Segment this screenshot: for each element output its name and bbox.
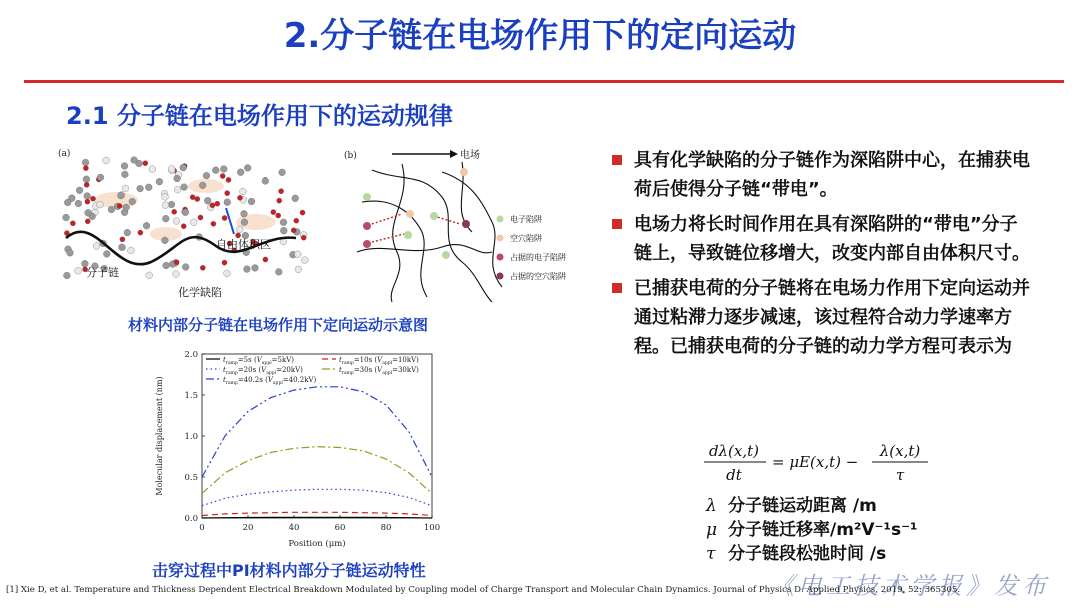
- atom: [204, 197, 211, 204]
- bullet-list: [612, 146, 1032, 367]
- atom: [300, 210, 305, 215]
- free-volume-pointer: [226, 208, 234, 234]
- title-divider: [24, 80, 1064, 83]
- atom: [181, 224, 186, 229]
- eq-rhs-denominator: τ: [895, 466, 905, 484]
- atom: [131, 157, 138, 164]
- atom: [275, 269, 282, 276]
- atom: [168, 166, 175, 173]
- y-tick-label: 2.0: [184, 350, 198, 360]
- atom: [64, 272, 71, 279]
- atom: [97, 174, 104, 181]
- legend-item: 占据的空穴陷阱: [510, 272, 566, 281]
- atom: [84, 182, 89, 187]
- atom: [240, 188, 247, 195]
- atom: [211, 221, 216, 226]
- bullet-square-icon: [612, 283, 622, 293]
- legend-item: 占据的电子陷阱: [510, 253, 566, 262]
- atom: [85, 219, 90, 224]
- x-tick-label: 60: [334, 523, 346, 533]
- atom: [241, 219, 248, 226]
- atom: [199, 182, 206, 189]
- atom: [212, 167, 219, 174]
- plot-frame: [202, 354, 432, 518]
- atom: [280, 219, 287, 226]
- atom: [64, 199, 71, 206]
- atom: [146, 272, 153, 279]
- atom: [174, 186, 181, 193]
- atom: [220, 173, 225, 178]
- atom: [295, 266, 302, 273]
- atom: [244, 165, 251, 172]
- atom: [97, 201, 104, 208]
- panel-b-label: (b): [344, 151, 357, 161]
- atom: [137, 185, 144, 192]
- atom: [262, 178, 269, 185]
- atom: [237, 195, 242, 200]
- symbol-row: [706, 542, 917, 566]
- atom: [252, 265, 259, 272]
- bullet-item: [612, 210, 1032, 268]
- y-tick-label: 0.5: [184, 473, 198, 483]
- y-tick-label: 0.0: [184, 514, 198, 524]
- atom: [85, 209, 92, 216]
- x-tick-label: 100: [423, 523, 441, 533]
- atom: [162, 194, 169, 201]
- atom: [226, 177, 231, 182]
- atom: [70, 221, 75, 226]
- atom: [225, 191, 230, 196]
- bullet-square-icon: [612, 155, 622, 165]
- atom: [143, 161, 148, 166]
- atom: [122, 185, 129, 192]
- atom: [122, 171, 129, 178]
- bullet-text: 电场力将长时间作用在具有深陷阱的“带电”分子链上，导致链位移增大，改变内部自由体积尺寸。: [634, 214, 1030, 264]
- atom: [182, 209, 189, 216]
- atom: [103, 157, 110, 164]
- atom: [67, 249, 74, 256]
- atom: [90, 196, 95, 201]
- atom: [129, 198, 136, 205]
- series-line: [202, 447, 432, 494]
- symbol-glyph: μ: [706, 520, 718, 540]
- legend-label: $t_{ramp}=20s$ $(V_{appl}=20kV)$: [223, 366, 303, 376]
- atom: [162, 202, 169, 209]
- atom: [75, 267, 82, 274]
- symbol-row: [706, 494, 917, 518]
- bullet-item: [612, 146, 1032, 204]
- atom: [173, 218, 180, 225]
- series-line: [202, 512, 432, 515]
- trap-arrows: [372, 214, 460, 242]
- symbol-text: 分子链迁移率/m²V⁻¹s⁻¹: [728, 520, 918, 540]
- figure2-caption: 击穿过程中PI材料内部分子链运动特性: [152, 561, 426, 580]
- atom: [85, 199, 90, 204]
- kinetic-equation: [700, 434, 940, 494]
- atom: [128, 247, 135, 254]
- label-defect: 化学缺陷: [178, 286, 222, 299]
- atom: [292, 195, 299, 202]
- atom: [215, 201, 220, 206]
- atom: [145, 184, 152, 191]
- atom: [190, 195, 195, 200]
- atom: [76, 187, 83, 194]
- bullet-text: 已捕获电荷的分子链将在电场力作用下定向运动并通过粘滞力逐步减速，该过程符合动力学速率方程。已捕获电荷的分子链的动力学方程可表示为: [634, 278, 1030, 357]
- atom: [236, 226, 243, 233]
- x-tick-label: 0: [199, 523, 205, 533]
- slide-title: 2.分子链在电场作用下的定向运动: [283, 16, 797, 56]
- atom: [190, 219, 197, 226]
- atom: [163, 262, 170, 269]
- atom: [301, 235, 306, 240]
- series-line: [202, 489, 432, 505]
- atom: [119, 244, 126, 251]
- legend-item: 电子陷阱: [510, 215, 542, 224]
- atom: [181, 184, 188, 191]
- atom: [174, 260, 179, 265]
- atom: [121, 163, 128, 170]
- symbol-glyph: τ: [706, 544, 716, 564]
- atom: [291, 228, 296, 233]
- atom: [149, 166, 156, 173]
- bullet-square-icon: [612, 219, 622, 229]
- x-tick-label: 20: [242, 523, 254, 533]
- atom: [103, 251, 110, 258]
- atom: [168, 201, 175, 208]
- atom: [195, 196, 200, 201]
- legend-label: $t_{ramp}=5s$ $(V_{appl}=5kV)$: [223, 356, 294, 366]
- eq-middle: = μE(x,t) −: [772, 453, 859, 471]
- label-free-volume: 自由体积区: [216, 238, 271, 251]
- atom: [276, 213, 281, 218]
- bullet-text: 具有化学缺陷的分子链作为深陷阱中心，在捕获电荷后使得分子链“带电”。: [634, 150, 1030, 200]
- atom: [248, 198, 255, 205]
- atom: [82, 159, 89, 166]
- atom: [263, 257, 268, 262]
- atom: [220, 166, 227, 173]
- atom: [279, 169, 286, 176]
- symbol-text: 分子链运动距离 /m: [728, 496, 877, 516]
- atom: [93, 243, 100, 250]
- atom: [271, 210, 276, 215]
- atom: [162, 237, 169, 244]
- atom: [198, 215, 203, 220]
- atom: [301, 257, 308, 264]
- atom: [83, 166, 88, 171]
- atom: [277, 198, 282, 203]
- atom: [200, 265, 205, 270]
- section-title: 2.1 分子链在电场作用下的运动规律: [66, 102, 453, 130]
- atom: [75, 200, 82, 207]
- atom: [117, 203, 122, 208]
- symbol-glyph: λ: [706, 496, 717, 516]
- legend-label: $t_{ramp}=10s$ $(V_{appl}=10kV)$: [339, 356, 419, 366]
- atom: [180, 164, 187, 171]
- displacement-chart: [150, 340, 450, 558]
- atom: [294, 218, 299, 223]
- atom: [279, 189, 284, 194]
- legend-label: $t_{ramp}=30s$ $(V_{appl}=30kV)$: [339, 366, 419, 376]
- series-line: [202, 517, 432, 518]
- eq-lhs-numerator: dλ(x,t): [708, 442, 760, 460]
- atom: [237, 169, 244, 176]
- panel-a-label: (a): [58, 149, 71, 159]
- atom: [143, 222, 150, 229]
- atom: [123, 204, 130, 211]
- figure1-caption: 材料内部分子链在电场作用下定向运动示意图: [128, 316, 429, 334]
- atom: [224, 199, 231, 206]
- legend-label: $t_{ramp}=40.2s$ $(V_{appl}=40.2kV)$: [223, 376, 317, 386]
- atom: [222, 260, 227, 265]
- x-tick-label: 40: [288, 523, 300, 533]
- atom: [241, 210, 248, 217]
- trap-markers: [363, 168, 470, 259]
- atom: [173, 271, 180, 278]
- molecule-diagram: [56, 142, 318, 304]
- trap-diagram: [342, 142, 582, 304]
- eq-rhs-numerator: λ(x,t): [879, 442, 921, 460]
- atom: [162, 215, 169, 222]
- atom: [138, 230, 143, 235]
- atom: [224, 270, 231, 277]
- y-tick-label: 1.5: [184, 391, 198, 401]
- label-chain: 分子链: [86, 266, 119, 279]
- atom: [156, 178, 163, 185]
- atom: [120, 237, 125, 242]
- atom: [280, 227, 287, 234]
- symbol-definitions: [706, 494, 917, 566]
- label-field: 电场: [460, 150, 480, 161]
- atom: [203, 172, 210, 179]
- atom: [222, 215, 227, 220]
- atom: [174, 175, 181, 182]
- atom: [84, 193, 91, 200]
- trap-legend: [497, 214, 567, 281]
- publisher-watermark: 《电工技术学报》发布: [770, 572, 1050, 600]
- atom: [83, 176, 90, 183]
- reference-citation: [1] Xie D, et al. Temperature and Thickness Dependent Electrical Breakdown Modulated by Coupling model of Charge Transport and Molecular Chain Dynamics. Journal of Physics D: Applied Physics, 2019, 52: 365305.: [6, 585, 961, 595]
- atom: [210, 203, 215, 208]
- series-line: [202, 387, 432, 477]
- symbol-row: [706, 518, 917, 542]
- chain-network: [357, 162, 502, 302]
- x-tick-label: 80: [380, 523, 392, 533]
- legend-item: 空穴陷阱: [510, 234, 542, 243]
- atom: [63, 214, 70, 221]
- x-axis-label: Position (μm): [288, 539, 346, 549]
- atom: [172, 209, 177, 214]
- atom: [182, 264, 189, 271]
- symbol-text: 分子链段松弛时间 /s: [728, 544, 887, 564]
- atom: [108, 206, 115, 213]
- atom: [124, 229, 131, 236]
- bullet-item: [612, 274, 1032, 361]
- y-axis-label: Molecular displacement (nm): [155, 376, 164, 496]
- atom: [244, 266, 251, 273]
- eq-lhs-denominator: dt: [726, 466, 742, 484]
- field-arrowhead: [450, 150, 458, 158]
- atom: [294, 251, 301, 258]
- y-tick-label: 1.0: [184, 432, 198, 442]
- atom: [118, 192, 125, 199]
